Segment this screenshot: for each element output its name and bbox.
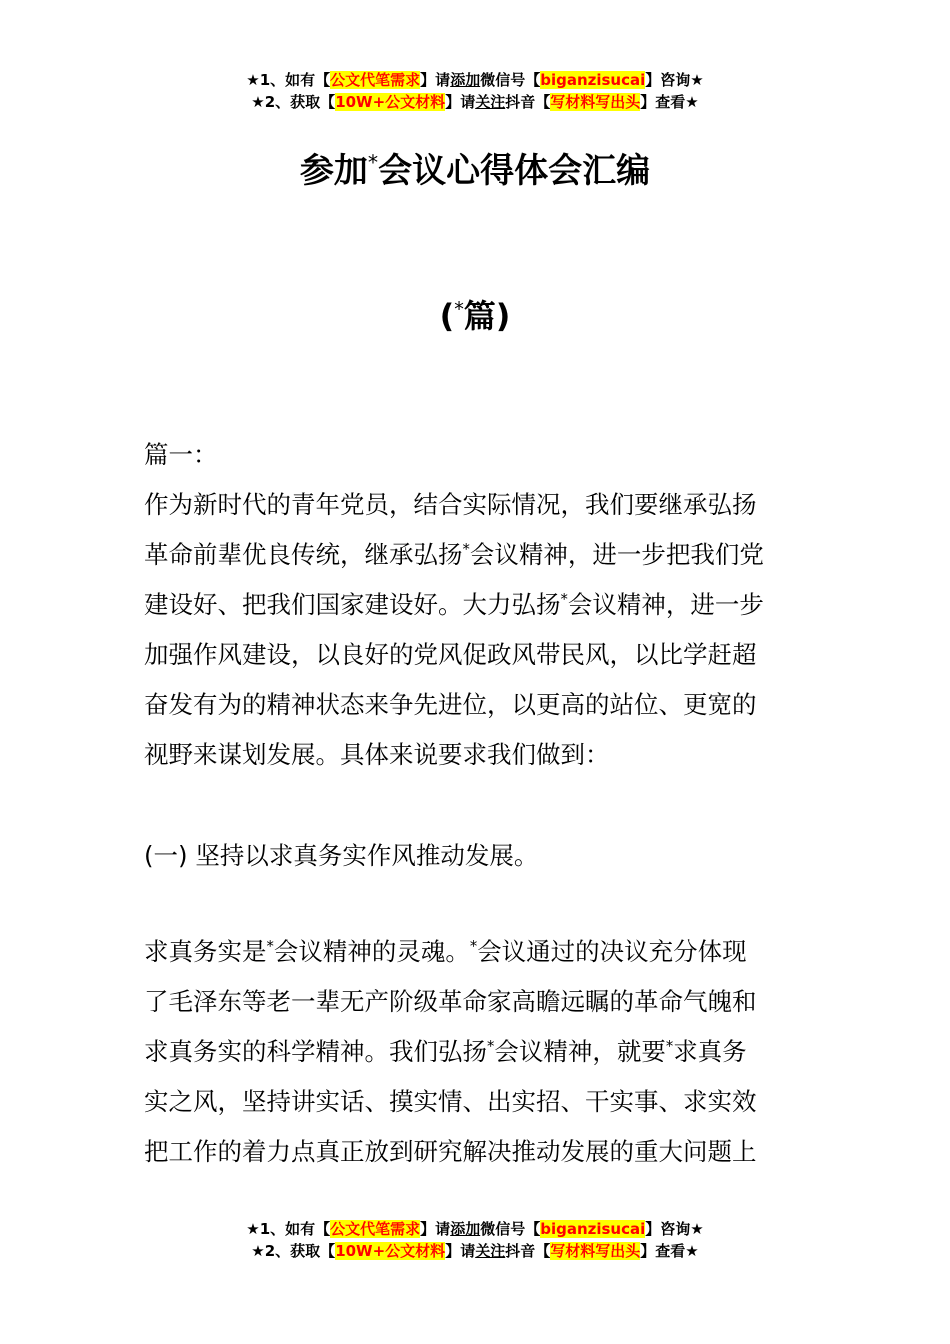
sub-heading: (一) 坚持以求真务实作风推动发展。 — [144, 841, 539, 870]
banner-text: 】查看★ — [640, 1242, 699, 1260]
paragraph-line: 奋发有为的精神状态来争先进位，以更高的站位、更宽的 — [144, 690, 757, 719]
paragraph-line: 加强作风建设，以良好的党风促政风带民风，以比学赶超 — [144, 640, 757, 669]
header-ad-banner — [0, 69, 950, 113]
banner-text: 】请 — [420, 71, 451, 89]
banner-highlight: 写材料写出头 — [550, 93, 641, 111]
paragraph-2 — [144, 927, 824, 1177]
banner-text: 抖音【 — [505, 1242, 551, 1260]
paragraph-line: 求真务实是*会议精神的灵魂。*会议通过的决议充分体现 — [144, 937, 747, 966]
banner-text: 】咨询★ — [645, 71, 704, 89]
banner-underline: 关注 — [475, 93, 506, 111]
paragraph-line: 把工作的着力点真正放到研究解决推动发展的重大问题上 — [144, 1137, 757, 1166]
banner-text: 】请 — [445, 93, 476, 111]
banner-text: ★2、获取【 — [251, 93, 336, 111]
paragraph-line: 实之风，坚持讲实话、摸实情、出实招、干实事、求实效 — [144, 1087, 757, 1116]
paragraph-line: 求真务实的科学精神。我们弘扬*会议精神，就要*求真务 — [144, 1037, 747, 1066]
banner-underline: 关注 — [475, 1242, 506, 1260]
document-title: 参加*会议心得体会汇编 — [299, 150, 651, 191]
banner-highlight: 10W+公文材料 — [335, 93, 446, 111]
banner-text: ★1、如有【 — [246, 71, 331, 89]
banner-highlight: 公文代笔需求 — [330, 1220, 421, 1238]
paragraph-line: 了毛泽东等老一辈无产阶级革命家高瞻远瞩的革命气魄和 — [144, 987, 757, 1016]
banner-highlight: 写材料写出头 — [550, 1242, 641, 1260]
banner-text: 微信号【 — [480, 1220, 541, 1238]
paragraph-1 — [144, 480, 824, 780]
paragraph-line: 建设好、把我们国家建设好。大力弘扬*会议精神，进一步 — [144, 590, 764, 619]
banner-text: ★1、如有【 — [246, 1220, 331, 1238]
banner-line-1 — [0, 1218, 950, 1240]
paragraph-line: 作为新时代的青年党员，结合实际情况，我们要继承弘扬 — [144, 490, 757, 519]
document-subtitle: (*篇) — [439, 297, 511, 335]
banner-highlight: biganzisucai — [540, 1220, 646, 1238]
banner-highlight: 公文代笔需求 — [330, 71, 421, 89]
banner-text: 抖音【 — [505, 93, 551, 111]
banner-underline: 添加 — [450, 1220, 481, 1238]
banner-text: 微信号【 — [480, 71, 541, 89]
banner-text: 】查看★ — [640, 93, 699, 111]
banner-line-1 — [0, 69, 950, 91]
banner-text: 】请 — [420, 1220, 451, 1238]
paragraph-line: 革命前辈优良传统，继承弘扬*会议精神，进一步把我们党 — [144, 540, 764, 569]
banner-text: 】咨询★ — [645, 1220, 704, 1238]
banner-line-2 — [0, 1240, 950, 1262]
banner-highlight: 10W+公文材料 — [335, 1242, 446, 1260]
banner-text: ★2、获取【 — [251, 1242, 336, 1260]
footer-ad-banner — [0, 1218, 950, 1262]
banner-highlight: biganzisucai — [540, 71, 646, 89]
banner-text: 】请 — [445, 1242, 476, 1260]
paragraph-line: 视野来谋划发展。具体来说要求我们做到： — [144, 740, 610, 769]
banner-line-2 — [0, 91, 950, 113]
banner-underline: 添加 — [450, 71, 481, 89]
section-heading: 篇一： — [144, 440, 218, 469]
